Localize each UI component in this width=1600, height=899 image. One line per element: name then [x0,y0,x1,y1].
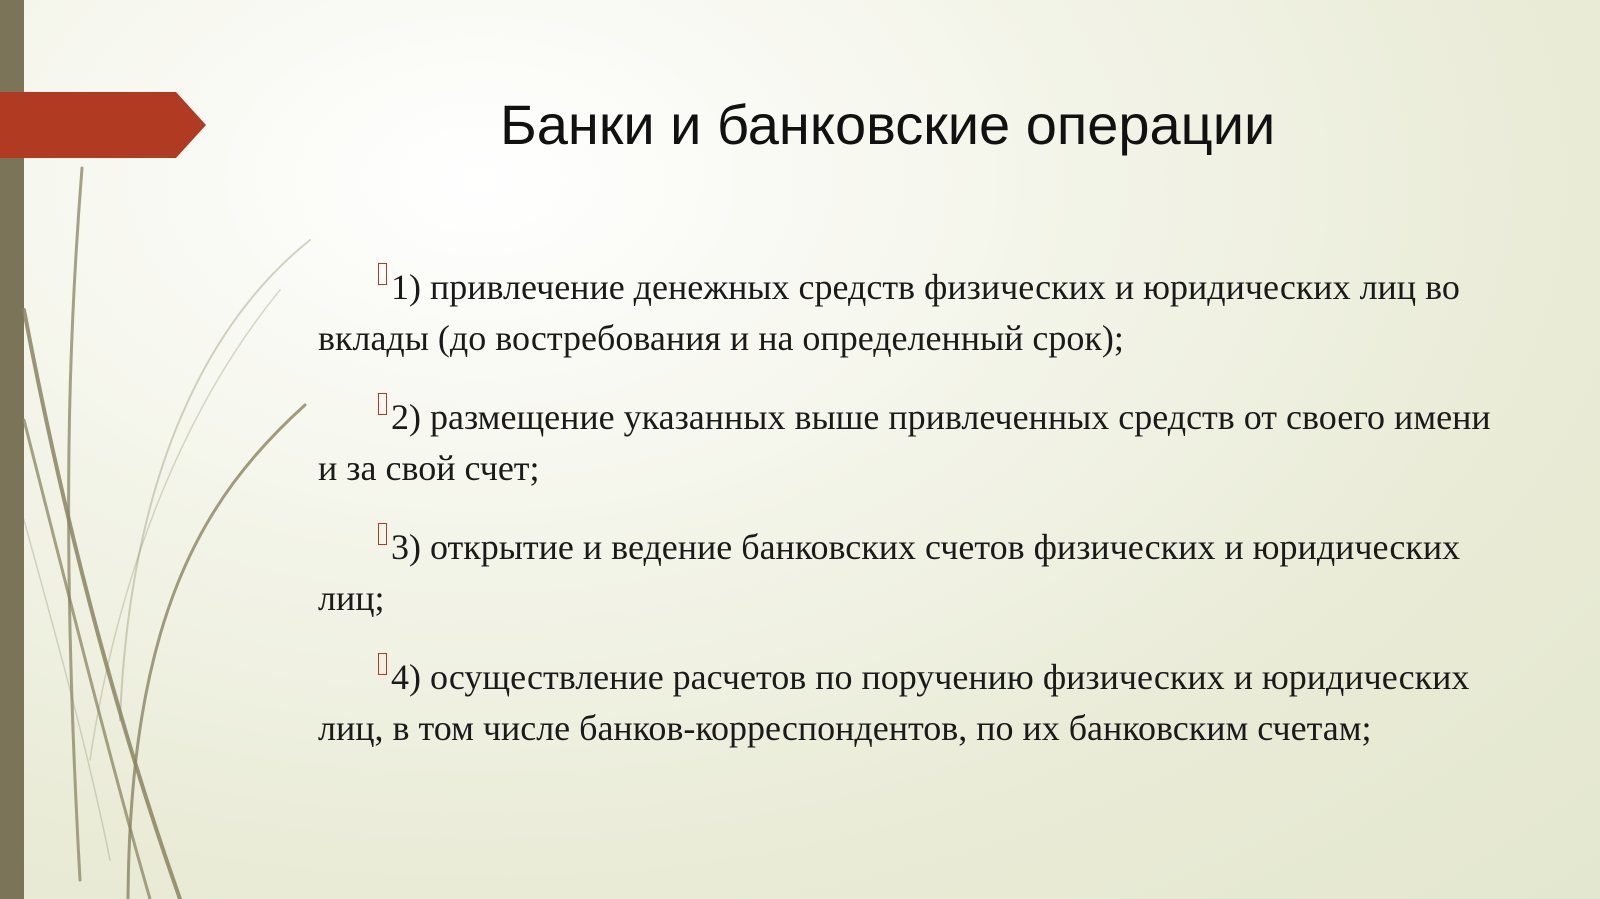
title-accent-arrow [0,92,210,158]
bullet-list [318,262,1508,782]
bullet-square-icon [378,393,387,415]
list-item [318,522,1508,624]
list-item-text: 1) привлечение денежных средств физических и юридических лиц во вклады (до востребования и на определенный срок); [318,267,1460,358]
list-item-text: 3) открытие и ведение банковских счетов физических и юридических лиц; [318,527,1461,618]
bullet-square-icon [378,263,387,285]
list-item-text: 4) осуществление расчетов по поручению физических и юридических лиц, в том числе банков-корреспондентов, по их банковским счетам; [318,657,1470,748]
list-item [318,652,1508,754]
bullet-square-icon [378,523,387,545]
slide-title: Банки и банковские операции [500,93,1276,156]
bullet-square-icon [378,653,387,675]
list-item-text: 2) размещение указанных выше привлеченных средств от своего имени и за свой счет; [318,397,1491,488]
list-item [318,392,1508,494]
list-item [318,262,1508,364]
